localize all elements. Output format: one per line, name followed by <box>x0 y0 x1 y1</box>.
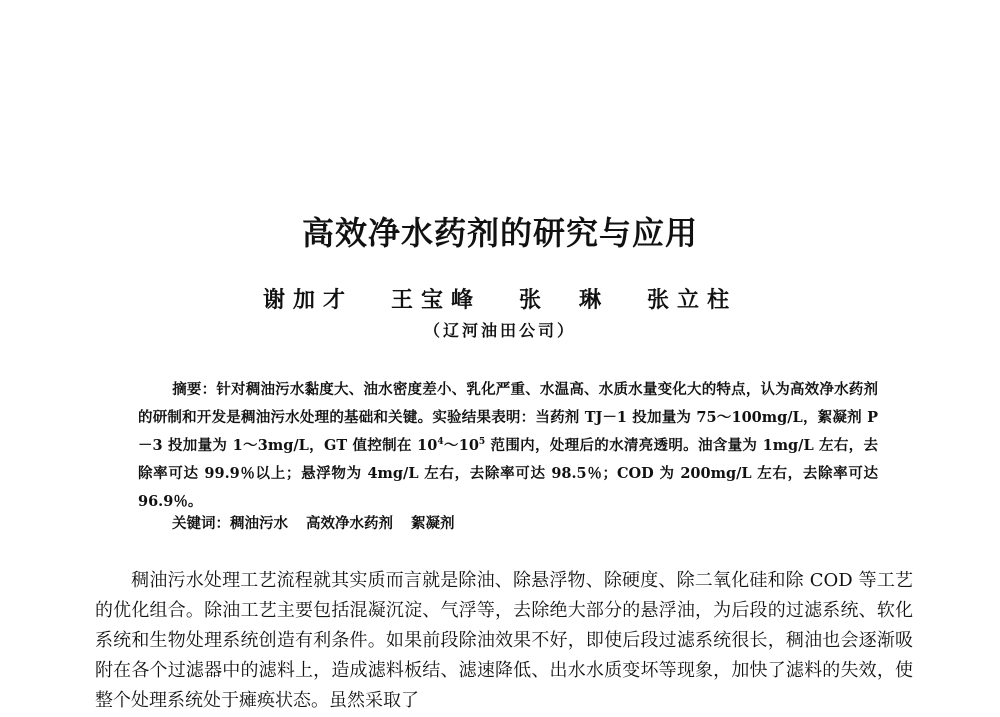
paper-title: 高效净水药剂的研究与应用 <box>301 214 698 252</box>
keyword-2: 高效净水药剂 <box>306 515 393 532</box>
affiliation: （辽河油田公司） <box>423 321 576 340</box>
keyword-3: 絮凝剂 <box>411 515 455 532</box>
body-paragraph <box>95 566 913 716</box>
author-4: 张立柱 <box>647 287 738 313</box>
abstract-text-part2: 范围内，处理后的水清亮透明。油含量为 1mg/L 左右，去除率可达 99.9％以上；悬浮物为 4mg/L 左右，去除率可达 98.5％；COD 为 200mg/L 左右，去除率可达 96.9％。 <box>138 437 878 510</box>
author-2: 王宝峰 <box>390 287 481 313</box>
keyword-1: 稠油污水 <box>230 515 288 532</box>
author-list <box>0 283 1000 314</box>
abstract-text-part1: 针对稠油污水黏度大、油水密度差小、乳化严重、水温高、水质水量变化大的特点，认为高效净水药剂的研制和开发是稠油污水处理的基础和关键。实验结果表明：当药剂 TJ－1 投加量为 75～100mg/L，絮凝剂 P－3 投加量为 1～3mg/L，GT 值控制在 10 <box>138 381 879 454</box>
abstract <box>138 376 878 516</box>
author-1: 谢加才 <box>262 287 353 313</box>
body-text: 稠油污水处理工艺流程就其实质而言就是除油、除悬浮物、除硬度、除二氧化硅和除 COD 等工艺的优化组合。除油工艺主要包括混凝沉淀、气浮等，去除绝大部分的悬浮油，为后段的过滤系统、软化系统和生物处理系统创造有利条件。如果前段除油效果不好，即使后段过滤系统很长，稠油也会逐渐吸附在各个过滤器中的滤料上，造成滤料板结、滤速降低、出水水质变坏等现象，加快了滤料的失效，使整个处理系统处于瘫痪状态。虽然采取了 <box>95 570 913 711</box>
abstract-exponent-2: 5 <box>478 437 486 448</box>
keywords <box>172 512 872 533</box>
keywords-label: 关键词： <box>172 515 230 532</box>
abstract-exponent-1: 4 <box>437 437 444 448</box>
author-3: 张 琳 <box>519 287 610 313</box>
abstract-text-mid: ～10 <box>443 437 479 454</box>
abstract-label: 摘要： <box>172 381 217 398</box>
